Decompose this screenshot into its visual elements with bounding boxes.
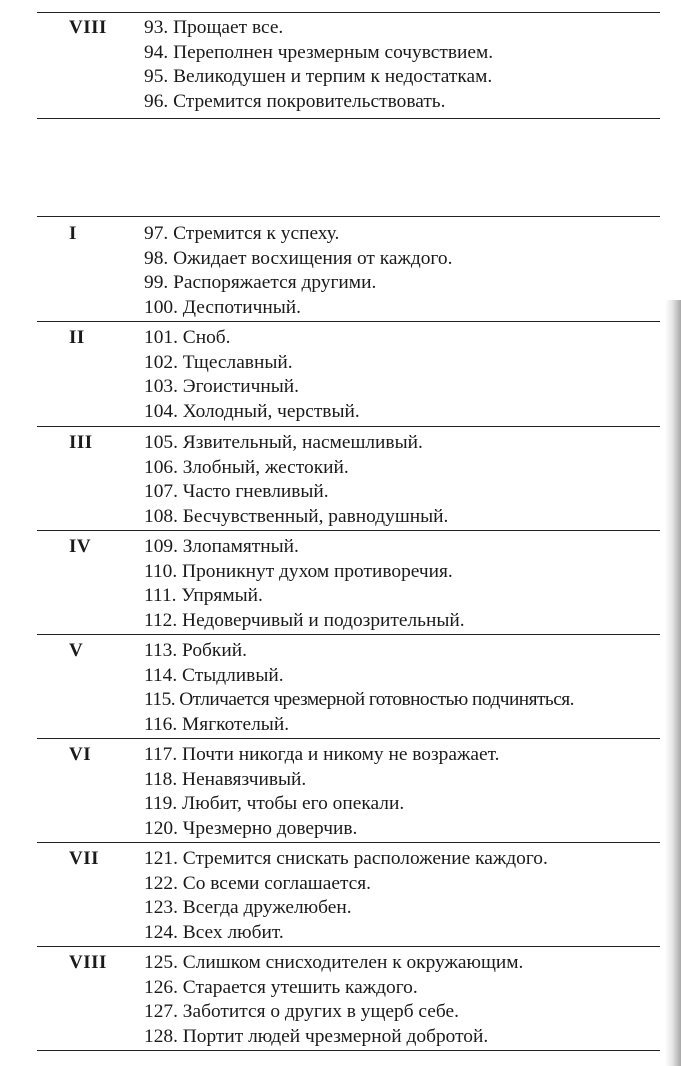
trait-list [144, 431, 448, 529]
group-divider [37, 530, 660, 531]
trait-item: 128. Портит людей чрезмерной добротой. [144, 1025, 489, 1047]
trait-item: 126. Старается утешить каждого. [144, 976, 418, 998]
trait-item: 121. Стремится снискать расположение каждого. [144, 848, 548, 869]
table-bottom-rule [37, 118, 660, 119]
trait-item: 109. Злопамятный. [144, 536, 299, 557]
trait-item: 97. Стремится к успеху. [144, 223, 340, 244]
trait-item: 102. Тщеславный. [144, 351, 293, 373]
trait-item: 125. Слишком снисходителен к окружающим. [144, 952, 524, 973]
trait-item: 100. Деспотичный. [144, 296, 301, 318]
trait-item: 106. Злобный, жестокий. [144, 456, 349, 478]
trait-item: 116. Мягкотелый. [144, 713, 290, 735]
trait-list [144, 326, 360, 424]
trait-item: 104. Холодный, черствый. [144, 400, 360, 422]
trait-item: 124. Всех любит. [144, 921, 284, 943]
trait-item: 101. Сноб. [144, 327, 231, 348]
page-edge-shadow [665, 300, 681, 1066]
trait-item: 103. Эгоистичный. [144, 376, 299, 397]
trait-list [144, 847, 548, 945]
trait-item: 122. Со всеми соглашается. [144, 872, 372, 894]
trait-item: 108. Бесчувственный, равнодушный. [144, 505, 449, 527]
trait-list [144, 951, 523, 1049]
table-top-rule [37, 12, 660, 13]
trait-item: 119. Любит, чтобы его опекали. [144, 793, 405, 814]
trait-item: 96. Стремится покровительствовать. [144, 90, 446, 112]
trait-item: 123. Всегда дружелюбен. [144, 897, 352, 918]
group-numeral: I [69, 223, 77, 244]
group-numeral: V [69, 640, 84, 661]
group-numeral: III [69, 432, 93, 453]
trait-item: 114. Стыдливый. [144, 664, 284, 686]
trait-list [144, 743, 499, 841]
group-divider [37, 321, 660, 322]
table-bottom-rule [37, 1050, 660, 1051]
group-divider [37, 426, 660, 427]
group-divider [37, 842, 660, 843]
group-divider [37, 738, 660, 739]
trait-list [144, 535, 465, 633]
trait-item: 105. Язвительный, насмешливый. [144, 432, 423, 453]
group-divider [37, 946, 660, 947]
trait-item: 120. Чрезмерно доверчив. [144, 817, 358, 839]
trait-item: 117. Почти никогда и никому не возражает. [144, 744, 500, 765]
group-divider [37, 634, 660, 635]
trait-list [144, 16, 493, 114]
trait-item: 93. Прощает все. [144, 17, 284, 38]
trait-item: 112. Недоверчивый и подозрительный. [144, 609, 465, 631]
trait-list [144, 222, 452, 320]
trait-list [144, 639, 574, 737]
table-top-rule [37, 216, 660, 217]
trait-item: 118. Ненавязчивый. [144, 768, 307, 790]
group-numeral: IV [69, 536, 92, 557]
group-numeral: VIII [69, 17, 107, 38]
trait-item: 115. Отличается чрезмерной готовностью подчиняться. [144, 689, 574, 710]
trait-item: 107. Часто гневливый. [144, 481, 329, 502]
trait-item: 99. Распоряжается другими. [144, 272, 377, 293]
group-numeral: VII [69, 848, 100, 869]
trait-item: 111. Упрямый. [144, 585, 263, 606]
group-numeral: VIII [69, 952, 107, 973]
trait-item: 110. Проникнут духом противоречия. [144, 560, 453, 582]
group-numeral: II [69, 327, 85, 348]
trait-item: 94. Переполнен чрезмерным сочувствием. [144, 41, 494, 63]
trait-item: 98. Ожидает восхищения от каждого. [144, 247, 453, 269]
trait-item: 95. Великодушен и терпим к недостаткам. [144, 66, 493, 87]
group-numeral: VI [69, 744, 92, 765]
trait-item: 113. Робкий. [144, 640, 247, 661]
trait-item: 127. Заботится о других в ущерб себе. [144, 1001, 459, 1022]
